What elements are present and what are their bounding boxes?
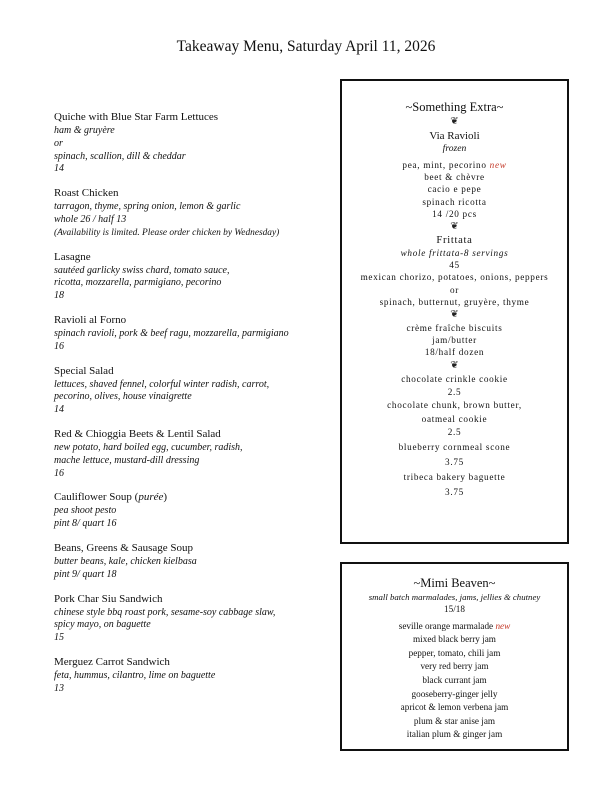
item-price: pint 9/ quart 18: [54, 568, 117, 580]
frittata-option: mexican chorizo, potatoes, onions, peppers: [360, 272, 549, 283]
ravioli-flavor: pea, mint, pecorino new: [402, 160, 507, 170]
mimi-beaven-box: [340, 562, 569, 751]
item-name: Ravioli al Forno: [54, 313, 127, 326]
box-title: ~Mimi Beaven~: [413, 576, 496, 590]
menu-item-beet-lentil-salad: [54, 427, 326, 480]
item-name: Lasagne: [54, 250, 91, 263]
item-line: or: [54, 137, 63, 149]
item-price: 14: [54, 163, 64, 175]
biscuit-line: jam/butter: [432, 335, 477, 346]
sweet-line: 3.75: [445, 486, 464, 497]
new-badge: new: [489, 160, 507, 170]
menu-item-cauliflower-soup: [54, 490, 326, 531]
mimi-item: pepper, tomato, chili jam: [408, 647, 501, 658]
biscuit-line: 18/half dozen: [424, 347, 485, 358]
sweet-line: 3.75: [445, 456, 464, 467]
mimi-item: italian plum & ginger jam: [406, 729, 503, 740]
item-line: new potato, hard boiled egg, cucumber, radish,: [54, 441, 243, 453]
item-price: 16: [54, 340, 64, 352]
item-name: Merguez Carrot Sandwich: [54, 655, 170, 668]
item-note: (Availability is limited. Please order chicken by Wednesday): [54, 227, 280, 238]
item-price: 14: [54, 404, 64, 416]
mimi-item: apricot & lemon verbena jam: [400, 702, 509, 713]
menu-item-quiche: [54, 110, 326, 176]
ravioli-price: 14 /20 pcs: [432, 208, 477, 219]
frittata-option: spinach, butternut, gruyère, thyme: [379, 296, 530, 307]
item-price: whole 26 / half 13: [54, 213, 127, 225]
item-price: 18: [54, 290, 64, 302]
flourish-icon: ❦: [450, 309, 459, 321]
ravioli-flavor: beet & chèvre: [424, 172, 485, 183]
flourish-icon: ❦: [450, 221, 459, 233]
flourish-icon: ❦: [450, 116, 459, 127]
mimi-price: 15/18: [444, 604, 465, 614]
item-line: spinach, scallion, dill & cheddar: [54, 150, 186, 162]
sweet-line: chocolate chunk, brown butter,: [387, 400, 522, 411]
biscuit-line: crème fraîche biscuits: [406, 323, 503, 334]
item-line: ham & gruyère: [54, 125, 115, 136]
item-line: pea shoot pesto: [54, 505, 117, 517]
menu-item-ravioli-al-forno: [54, 313, 326, 354]
sweet-line: tribeca bakery baguette: [403, 471, 506, 482]
frittata-option: or: [449, 284, 460, 295]
ravioli-name: Via Ravioli: [429, 130, 480, 142]
sweet-line: oatmeal cookie: [421, 413, 488, 424]
something-extra-box: [340, 79, 569, 544]
mimi-subtitle: small batch marmalades, jams, jellies & chutney: [368, 592, 541, 602]
ravioli-flavor: spinach ricotta: [422, 196, 487, 207]
box-title: ~Something Extra~: [405, 100, 504, 114]
item-line: butter beans, kale, chicken kielbasa: [54, 555, 197, 567]
item-name: Pork Char Siu Sandwich: [54, 592, 163, 605]
item-line: tarragon, thyme, spring onion, lemon & garlic: [54, 201, 241, 213]
item-name: Quiche with Blue Star Farm Lettuces: [54, 111, 219, 123]
item-line: feta, hummus, cilantro, lime on baguette: [54, 669, 216, 681]
sweet-line: 2.5: [447, 387, 462, 398]
item-price: pint 8/ quart 16: [54, 518, 117, 530]
item-name: Red & Chioggia Beets & Lentil Salad: [54, 427, 221, 440]
menu-list: [54, 110, 326, 706]
mimi-item: plum & star anise jam: [413, 715, 496, 726]
page-title: Takeaway Menu, Saturday April 11, 2026: [176, 38, 436, 55]
item-line: spinach ravioli, pork & beef ragu, mozzarella, parmigiano: [54, 327, 289, 339]
sweet-line: 2.5: [447, 427, 462, 438]
sweet-line: blueberry cornmeal scone: [398, 441, 511, 452]
flourish-icon: ❦: [450, 359, 459, 371]
ravioli-note: frozen: [442, 143, 467, 154]
item-price: 16: [54, 467, 64, 479]
item-name: Special Salad: [54, 364, 114, 377]
menu-item-sausage-soup: [54, 541, 326, 582]
frittata-name: Frittata: [436, 235, 473, 247]
menu-item-special-salad: [54, 364, 326, 417]
item-price: 13: [54, 682, 64, 694]
menu-item-merguez-sandwich: [54, 655, 326, 696]
item-name: Cauliflower Soup (purée): [54, 491, 168, 504]
mimi-item: mixed black berry jam: [413, 634, 496, 645]
frittata-price: 45: [449, 260, 460, 271]
mimi-item: gooseberry-ginger jelly: [411, 688, 498, 699]
menu-item-lasagne: [54, 250, 326, 303]
item-price: 15: [54, 632, 64, 644]
new-badge: new: [495, 620, 511, 631]
frittata-note: whole frittata-8 servings: [400, 248, 509, 259]
mimi-item: seville orange marmalade new: [398, 620, 511, 631]
menu-item-roast-chicken: [54, 186, 326, 239]
ravioli-flavor: cacio e pepe: [427, 184, 482, 195]
mimi-item: very red berry jam: [420, 661, 489, 672]
item-line: ricotta, mozzarella, parmigiano, pecorino: [54, 277, 222, 289]
item-line: sautéed garlicky swiss chard, tomato sauce,: [54, 264, 230, 276]
sweet-line: chocolate crinkle cookie: [401, 373, 508, 384]
menu-item-char-siu-sandwich: [54, 592, 326, 645]
mimi-item: black currant jam: [422, 674, 487, 685]
item-name: Beans, Greens & Sausage Soup: [54, 541, 194, 554]
item-line: chinese style bbq roast pork, sesame-soy cabbage slaw,: [54, 606, 276, 618]
item-line: spicy mayo, on baguette: [54, 619, 151, 631]
item-line: lettuces, shaved fennel, colorful winter radish, carrot,: [54, 378, 270, 390]
item-line: mache lettuce, mustard-dill dressing: [54, 454, 200, 466]
item-name: Roast Chicken: [54, 187, 119, 200]
item-line: pecorino, olives, house vinaigrette: [54, 391, 192, 403]
